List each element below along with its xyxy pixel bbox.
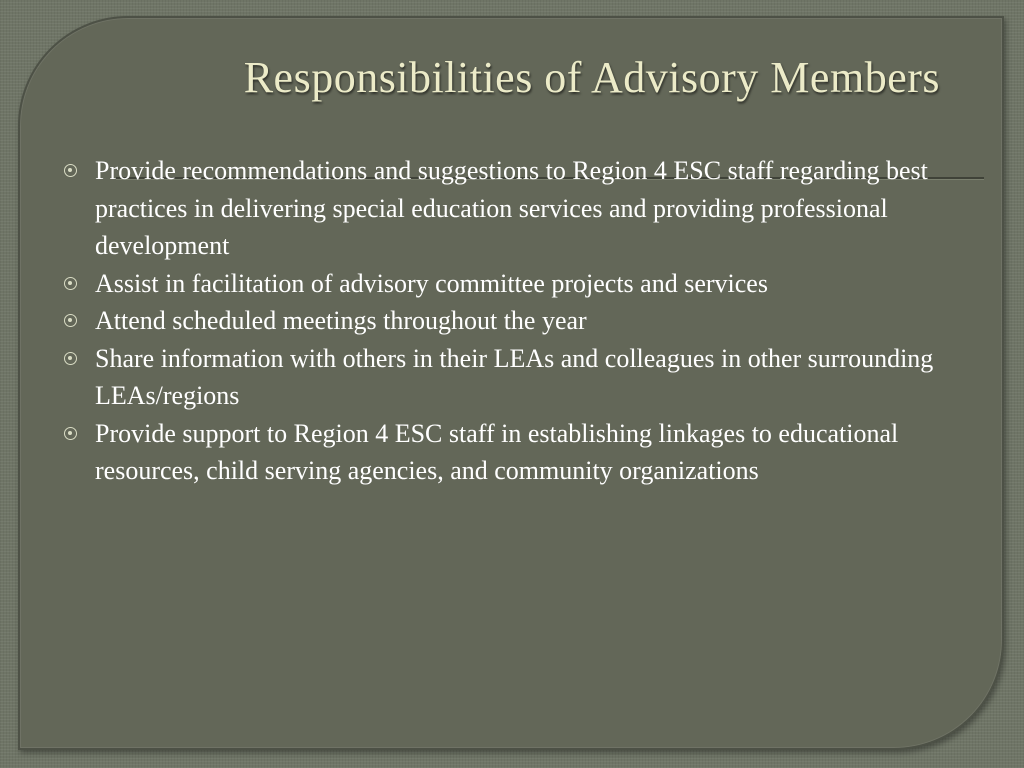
circle-dot-icon [64,352,77,365]
bullet-text: Assist in facilitation of advisory committee projects and services [95,268,768,298]
bullet-list [62,152,962,490]
bullet-item [62,302,962,340]
bullet-item [62,265,962,303]
bullet-text: Provide recommendations and suggestions to Region 4 ESC staff regarding best practices in delivering special education services and providing professional development [95,156,928,260]
circle-dot-icon [64,164,77,177]
circle-dot-icon [64,427,77,440]
bullet-item [62,415,962,490]
circle-dot-icon [64,314,77,327]
bullet-text: Share information with others in their LEAs and colleagues in other surrounding LEAs/regions [95,343,934,410]
bullet-text: Provide support to Region 4 ESC staff in establishing linkages to educational resources, child serving agencies, and community organizations [95,418,899,485]
bullet-item [62,152,962,265]
circle-dot-icon [64,277,77,290]
bullet-item [62,340,962,415]
bullet-text: Attend scheduled meetings throughout the year [95,306,587,335]
slide-title: Responsibilities of Advisory Members [243,53,940,102]
